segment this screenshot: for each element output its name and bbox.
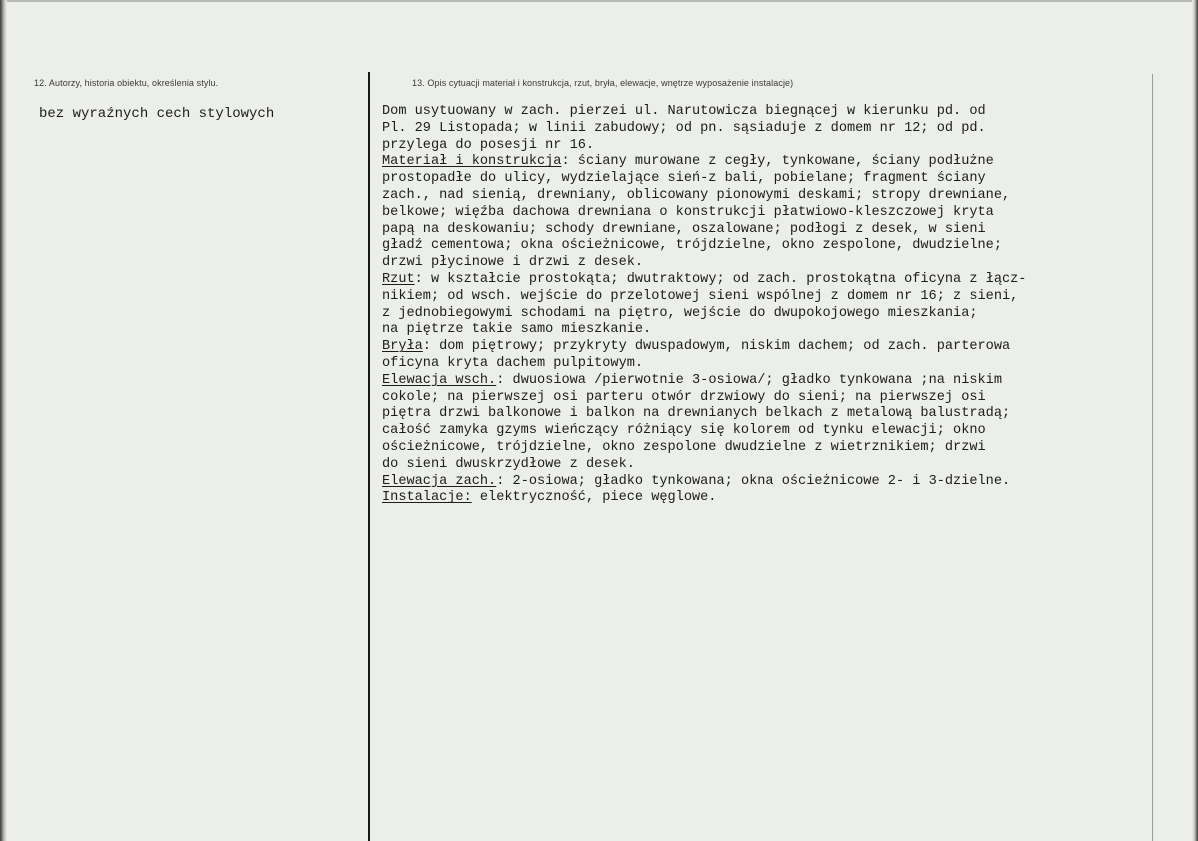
section-13-header: 13. Opis cytuacji materiał i konstrukcja, rzut, bryła, elewacje, wnętrze wyposażenie instalacje) (412, 78, 794, 88)
top-border (0, 0, 1198, 2)
text-line: Materiał i konstrukcja: ściany murowane z cegły, tynkowane, ściany podłużne (382, 154, 994, 170)
text-line: Elewacja wsch.: dwuosiowa /pierwotnie 3-osiowa/; gładko tynkowana ;na niskim (382, 372, 1002, 388)
text-line: Pl. 29 Listopada; w linii zabudowy; od pn. sąsiaduje z domem nr 12; od pd. (382, 120, 986, 136)
section-label-instalacje: Instalacje: (382, 490, 472, 506)
text-line: oficyna kryta dachem pulpitowym. (382, 355, 644, 371)
text-line: cokole; na pierwszej osi parteru otwór drzwiowy do sieni; na pierwszej osi (382, 389, 986, 405)
text-line: całość zamyka gzyms wieńczący różniący się kolorem od tynku elewacji; okno (382, 423, 986, 439)
text-line: gładź cementowa; okna ościeżnicowe, trójdzielne, okno zespolone, dwudzielne; (382, 238, 1002, 254)
section-12-header: 12. Autorzy, historia obiektu, określenia stylu. (34, 78, 219, 88)
right-margin-line (1152, 74, 1153, 841)
text-line: zach., nad sienią, drewniany, oblicowany pionowymi deskami; stropy drewniane, (382, 187, 1011, 203)
text-line: do sieni dwuskrzydłowe z desek. (382, 456, 635, 472)
style-description: bez wyraźnych cech stylowych (39, 106, 275, 122)
text-line: z jednobiegowymi schodami na piętro, wejście do dwupokojowego mieszkania; (382, 305, 978, 321)
text-line: Instalacje: elektryczność, piece węglowe. (382, 490, 717, 506)
section-label-material: Materiał i konstrukcja (382, 154, 562, 170)
section-label-elewacja-zach: Elewacja zach. (382, 473, 497, 489)
column-divider (368, 72, 370, 841)
text-line: Dom usytuowany w zach. pierzei ul. Narutowicza biegnącej w kierunku pd. od (382, 104, 986, 119)
right-scan-edge (1192, 0, 1198, 841)
text-line: papą na deskowaniu; schody drewniane, oszalowane; podłogi z desek, w sieni (382, 221, 986, 237)
left-scan-edge (0, 0, 7, 841)
section-label-elewacja-wsch: Elewacja wsch. (382, 372, 497, 388)
text-line: Elewacja zach.: 2-osiowa; gładko tynkowana; okna ościeżnicowe 2- i 3-dzielne. (382, 473, 1011, 489)
text-line: na piętrze takie samo mieszkanie. (382, 322, 652, 338)
text-line: przylega do posesji nr 16. (382, 137, 595, 153)
text-line: Bryła: dom piętrowy; przykryty dwuspadowym, niskim dachem; od zach. parterowa (382, 339, 1011, 355)
text-line: Rzut: w kształcie prostokąta; dwutraktowy; od zach. prostokątna oficyna z łącz- (382, 271, 1027, 287)
text-line: drzwi płycinowe i drzwi z desek. (382, 255, 644, 271)
section-label-rzut: Rzut (382, 271, 415, 287)
object-description (382, 104, 1147, 507)
text-line: prostopadłe do ulicy, wydzielające sień-z bali, pobielane; fragment ściany (382, 171, 986, 187)
text-line: piętra drzwi balkonowe i balkon na drewnianych belkach z metalową balustradą; (382, 406, 1011, 422)
text-line: ościeżnicowe, trójdzielne, okno zespolone dwudzielne z wietrznikiem; drzwi (382, 439, 986, 455)
section-label-bryla: Bryła (382, 339, 423, 355)
text-line: belkowe; więźba dachowa drewniana o konstrukcji płatwiowo-kleszczowej kryta (382, 204, 994, 220)
text-line: nikiem; od wsch. wejście do przelotowej sieni wspólnej z domem nr 16; z sieni, (382, 288, 1019, 304)
